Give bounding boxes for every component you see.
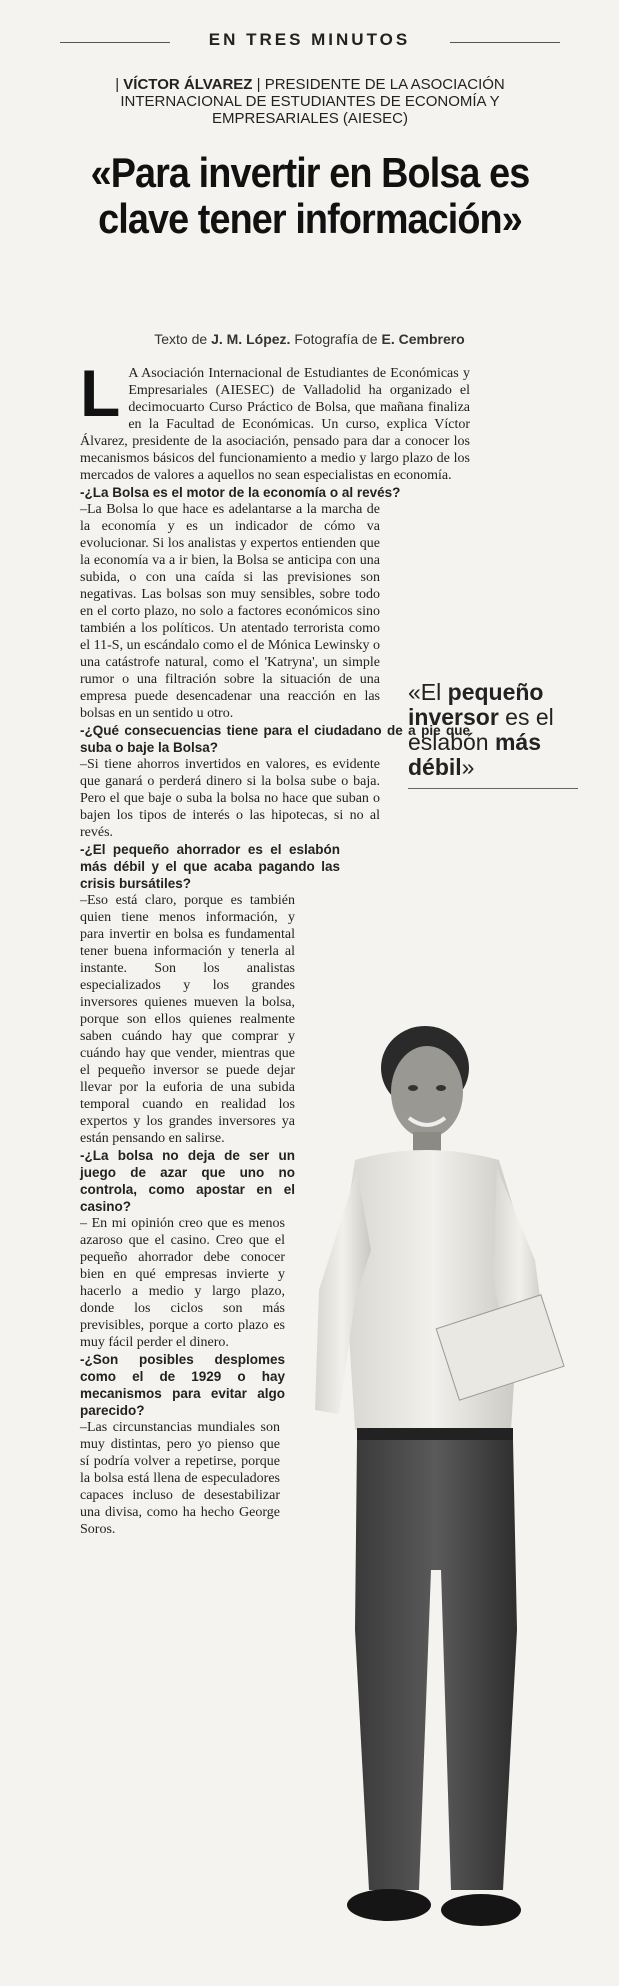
answer-2: –Si tiene ahorros invertidos en valores, es evidente que ganará o perderá dinero si la bolsa sube o baja. Pero el que baje o suba la bolsa no hace que suban o bajen los tipos de interés o las hipotecas, si no al revés.: [80, 757, 380, 840]
question-2: -¿Qué consecuencias tiene para el ciudadano de a pie que suba o baje la Bolsa?: [80, 723, 470, 755]
pull-quote-close: »: [461, 754, 475, 780]
question-4: -¿La bolsa no deja de ser un juego de azar que uno no controla, como apostar en el casino?: [80, 1148, 295, 1214]
credits-text-prefix: Texto de: [154, 331, 208, 347]
dropcap: L: [80, 356, 121, 430]
pull-quote-mid: es el eslabón: [408, 704, 554, 755]
question-3: -¿El pequeño ahorrador es el eslabón más débil y el que acaba pagando las crisis bursátiles?: [80, 842, 340, 891]
pull-quote: [408, 680, 578, 789]
credits: [0, 331, 619, 347]
pull-quote-bold-2: más débil: [408, 729, 542, 780]
section-rule-right: [450, 42, 560, 43]
man-portrait-icon: [285, 1010, 605, 1970]
interviewee-role: PRESIDENTE DE LA ASOCIACIÓN INTERNACIONAL DE ESTUDIANTES DE ECONOMÍA Y EMPRESARIALES (AIESEC): [120, 76, 505, 127]
question-5: -¿Son posibles desplomes como el de 1929 o hay mecanismos para evitar algo parecido?: [80, 1352, 285, 1418]
answer-1: –La Bolsa lo que hace es adelantarse a la marcha de la economía y es un indicador de cómo va evolucionar. Si los analistas y expertos entienden que la economía va a ir bien, la Bolsa se anticipa con una subida, o con una caída si las previsiones son negativas. Las bolsas son muy sensibles, sobre todo en el corto plazo, no solo a factores económicos sino también a los políticos. Un atentado terrorista como el 11-S, un escándalo como el de Mónica Lewinsky o una catástrofe natural, como el 'Katryna', un simple rumor o una filtración sobre la situación de una empresa puede desencadenar una reacción en las bolsas en un sentido u otro.: [80, 502, 380, 721]
credits-author: J. M. López.: [211, 331, 291, 347]
pull-quote-bold-1: pequeño inversor: [408, 679, 544, 730]
headline: «Para invertir en Bolsa es clave tener información»: [90, 149, 530, 242]
answer-3: –Eso está claro, porque es también quien tiene menos información, y para invertir en bolsa es fundamental tener buena información y tenerla al instante. Son los analistas especializados y los grandes inversores quienes mueven la bolsa, porque son ellos quienes realmente saben cuándo hay que comprar y cuándo hay que vender, mientras que el pequeño inversor se puede dejar llevar por la euforia de una subida temporal cuando en realidad los expertos y los grandes inversores ya están pensando en salirse.: [80, 893, 295, 1146]
interviewee-name: VÍCTOR ÁLVAREZ: [123, 76, 253, 93]
section-label: EN TRES MINUTOS: [208, 30, 411, 49]
answer-5: –Las circunstancias mundiales son muy distintas, pero yo pienso que sí podría volver a repetirse, porque la bolsa está llena de especuladores capaces incluso de desestabilizar una divisa, como ha hecho George Soros.: [80, 1420, 280, 1537]
subhead: | VÍCTOR ÁLVAREZ | PRESIDENTE DE LA ASOCIACIÓN INTERNACIONAL DE ESTUDIANTES DE ECONOMÍA Y EMPRESARIALES (AIESEC): [115, 76, 505, 127]
intro-paragraph: [80, 356, 470, 484]
question-1: -¿La Bolsa es el motor de la economía o al revés?: [80, 485, 401, 500]
pull-quote-open: «El: [408, 679, 442, 705]
answer-4: – En mi opinión creo que es menos azaroso que el casino. Creo que el pequeño ahorrador debe conocer bien en qué empresas invierte y hacerlo a medio y largo plazo, donde los ciclos son más previsibles, porque a corto plazo es muy fácil perder el dinero.: [80, 1216, 285, 1350]
credits-photo-prefix: Fotografía de: [294, 331, 378, 347]
intro-text: A Asociación Internacional de Estudiantes de Económicas y Empresariales (AIESEC) de Valladolid ha organizado el decimocuarto Curso Práctico de Bolsa, que mañana finaliza en la Facultad de Económicas. Un curso, explica Víctor Álvarez, presidente de la asociación, pensado para dar a conocer los mecanismos básicos del funcionamiento a medio y largo plazo de los mercados de valores a aquellos no sean especialistas en economía.: [80, 366, 470, 483]
credits-photographer: E. Cembrero: [381, 331, 465, 347]
